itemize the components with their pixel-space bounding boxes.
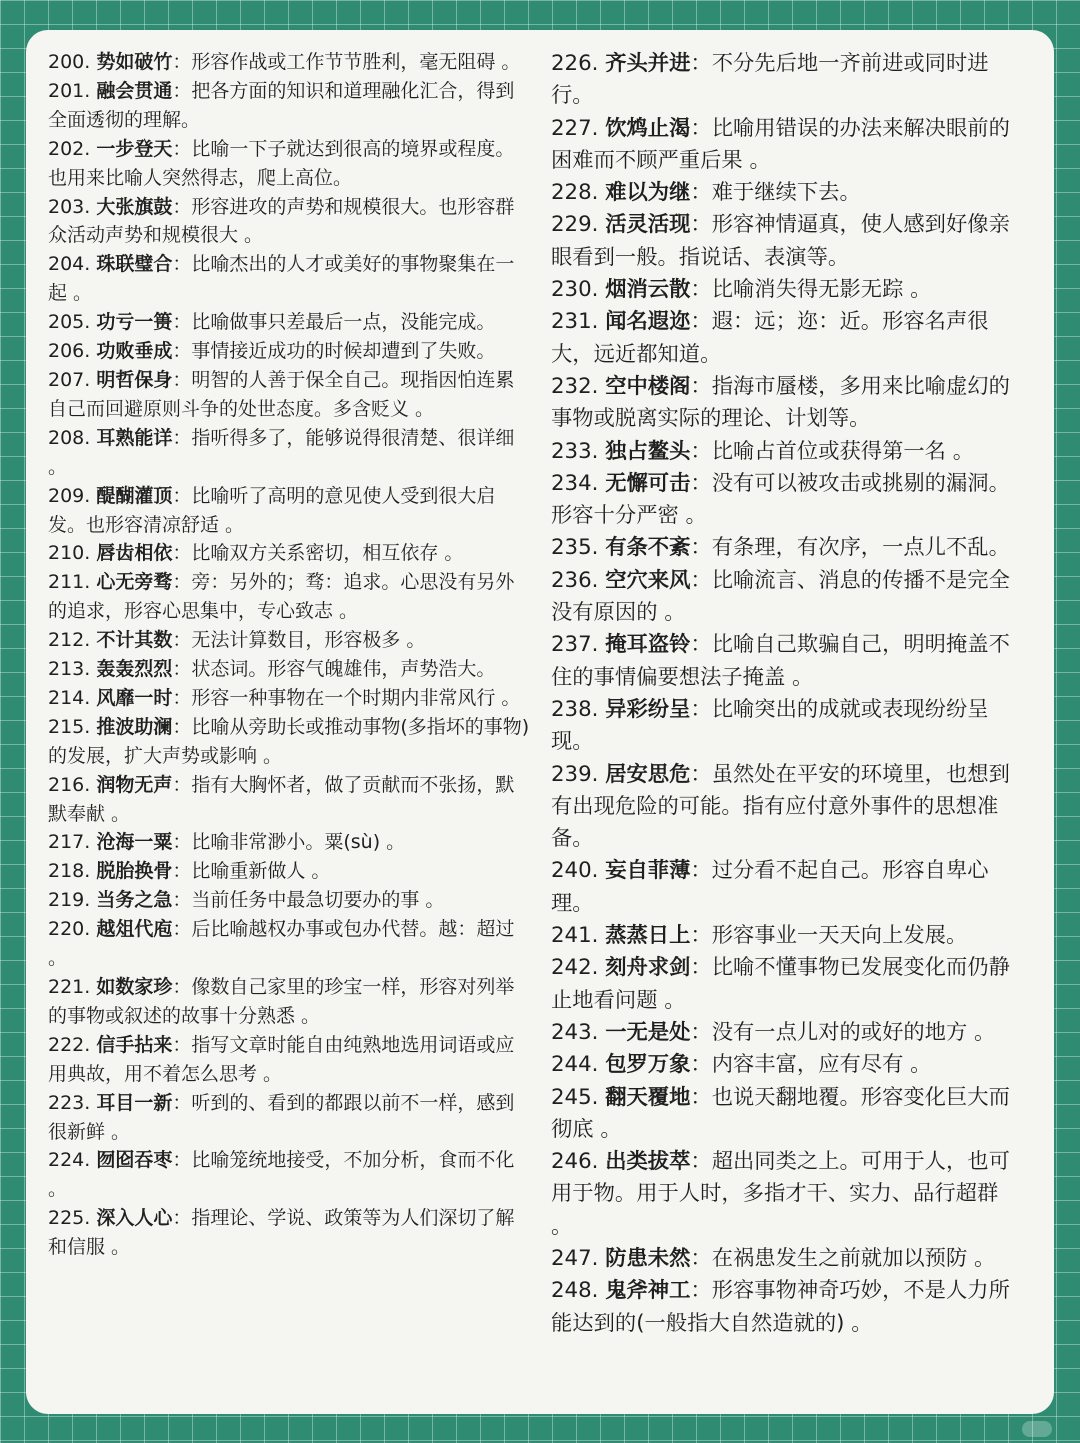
idiom-term: 异彩纷呈 bbox=[605, 696, 691, 722]
idiom-definition: ：比喻听了高明的意见使人受到很大启发。也形容清凉舒适 。 bbox=[48, 484, 496, 536]
idiom-entry bbox=[48, 337, 533, 366]
idiom-definition: ：比喻流言、消息的传播不是完全没有原因的 。 bbox=[551, 567, 1010, 626]
idiom-term: 一无是处 bbox=[605, 1019, 691, 1045]
idiom-term: 蒸蒸日上 bbox=[605, 923, 691, 949]
idiom-term: 融会贯通 bbox=[96, 79, 173, 102]
entry-number: 239. bbox=[551, 761, 599, 787]
entry-number: 221. bbox=[48, 976, 91, 998]
entry-number: 218. bbox=[48, 860, 91, 883]
entry-number: 230. bbox=[551, 277, 599, 303]
entry-number: 237. bbox=[551, 632, 599, 658]
idiom-entry bbox=[48, 366, 533, 424]
idiom-definition: ：形容进攻的声势和规模很大。也形容群众活动声势和规模很大 。 bbox=[48, 195, 515, 247]
idiom-definition: ：比喻从旁助长或推动事物(多指坏的事物)的发展，扩大声势或影响 。 bbox=[48, 715, 530, 767]
idiom-term: 居安思危 bbox=[605, 761, 691, 787]
idiom-definition: ：后比喻越权办事或包办代替。越：超过 。 bbox=[48, 918, 515, 970]
idiom-entry bbox=[551, 532, 1026, 564]
idiom-entry bbox=[48, 424, 533, 482]
idiom-definition: ：比喻非常渺小。粟(sù) 。 bbox=[172, 831, 406, 854]
entry-number: 248. bbox=[551, 1278, 599, 1304]
idiom-definition: ：像数自己家里的珍宝一样，形容对列举的事物或叙述的故事十分熟悉 。 bbox=[48, 976, 515, 1027]
entry-number: 212. bbox=[48, 629, 91, 652]
idiom-entry bbox=[551, 1017, 1026, 1049]
idiom-term: 沧海一粟 bbox=[96, 831, 173, 854]
idiom-term: 鬼斧神工 bbox=[605, 1278, 691, 1304]
idiom-definition: ：指理论、学说、政策等为人们深切了解和信服 。 bbox=[48, 1207, 515, 1259]
entry-number: 214. bbox=[48, 686, 91, 709]
idiom-entry bbox=[48, 1089, 533, 1147]
entry-number: 217. bbox=[48, 831, 91, 854]
idiom-definition: ：比喻突出的成就或表现纷纷呈现。 bbox=[551, 696, 989, 755]
idiom-entry bbox=[48, 713, 533, 771]
idiom-entry bbox=[48, 626, 533, 655]
idiom-entry bbox=[551, 920, 1026, 952]
idiom-term: 势如破竹 bbox=[96, 51, 173, 73]
idiom-term: 大张旗鼓 bbox=[96, 195, 173, 218]
idiom-term: 闻名遐迩 bbox=[605, 309, 691, 335]
idiom-definition: ：形容事物神奇巧妙，不是人力所能达到的(一般指大自然造就的) 。 bbox=[551, 1278, 1010, 1336]
idiom-entry bbox=[551, 468, 1026, 533]
idiom-term: 深入人心 bbox=[96, 1207, 173, 1230]
entry-number: 235. bbox=[551, 535, 599, 561]
idiom-definition: ：形容作战或工作节节胜利，毫无阻碍 。 bbox=[172, 51, 521, 73]
idiom-term: 珠联璧合 bbox=[96, 253, 173, 276]
idiom-definition: ：没有一点儿对的或好的地方 。 bbox=[690, 1019, 996, 1045]
idiom-definition: ：比喻用错误的办法来解决眼前的困难而不顾严重后果 。 bbox=[551, 115, 1010, 173]
idiom-term: 脱胎换骨 bbox=[96, 860, 173, 883]
idiom-term: 信手拈来 bbox=[96, 1033, 173, 1056]
idiom-entry bbox=[551, 1146, 1026, 1243]
idiom-entry bbox=[551, 274, 1026, 306]
idiom-entry bbox=[551, 1275, 1026, 1340]
idiom-term: 轰轰烈烈 bbox=[96, 658, 173, 681]
idiom-definition: ：比喻双方关系密切，相互依存 。 bbox=[172, 542, 464, 565]
entry-number: 229. bbox=[551, 212, 599, 238]
idiom-definition: ：比喻笼统地接受，不加分析，食而不化 。 bbox=[48, 1149, 515, 1201]
idiom-entry bbox=[48, 193, 533, 251]
idiom-term: 妄自菲薄 bbox=[605, 858, 691, 884]
idiom-term: 出类拔萃 bbox=[605, 1149, 691, 1175]
idiom-term: 活灵活现 bbox=[605, 212, 691, 238]
idiom-entry bbox=[551, 1243, 1026, 1275]
idiom-definition: ：听到的、看到的都跟以前不一样，感到很新鲜 。 bbox=[48, 1091, 515, 1143]
idiom-definition: ：指写文章时能自由纯熟地选用词语或应用典故，用不着怎么思考 。 bbox=[48, 1033, 515, 1085]
entry-number: 210. bbox=[48, 542, 91, 565]
idiom-definition: ：形容一种事物在一个时期内非常风行 。 bbox=[172, 686, 521, 709]
entry-number: 232. bbox=[551, 373, 599, 399]
entry-number: 213. bbox=[48, 658, 91, 681]
idiom-entry bbox=[551, 952, 1026, 1017]
idiom-term: 刻舟求剑 bbox=[605, 955, 691, 981]
idiom-entry bbox=[551, 306, 1026, 371]
entry-number: 224. bbox=[48, 1149, 91, 1172]
content-card bbox=[26, 30, 1054, 1414]
idiom-entry bbox=[48, 915, 533, 973]
idiom-term: 难以为继 bbox=[605, 180, 691, 206]
idiom-entry bbox=[551, 48, 1026, 113]
entry-number: 245. bbox=[551, 1084, 599, 1110]
idiom-entry bbox=[551, 1049, 1026, 1081]
idiom-term: 风靡一时 bbox=[96, 686, 173, 709]
entry-number: 244. bbox=[551, 1052, 599, 1078]
entry-number: 240. bbox=[551, 858, 599, 884]
idiom-entry bbox=[48, 48, 533, 77]
idiom-term: 齐头并进 bbox=[605, 51, 691, 76]
idiom-term: 功亏一篑 bbox=[96, 311, 173, 334]
entry-number: 208. bbox=[48, 426, 91, 449]
entry-number: 223. bbox=[48, 1091, 91, 1114]
idiom-term: 无懈可击 bbox=[605, 470, 691, 496]
idiom-term: 掩耳盗铃 bbox=[605, 632, 691, 658]
idiom-term: 翻天覆地 bbox=[605, 1084, 691, 1110]
entry-number: 242. bbox=[551, 955, 599, 981]
entry-number: 238. bbox=[551, 696, 599, 722]
idiom-definition: ：内容丰富，应有尽有 。 bbox=[690, 1052, 932, 1078]
idiom-entry bbox=[48, 771, 533, 829]
left-column bbox=[48, 48, 533, 1262]
idiom-definition: ：旁：另外的；骛：追求。心思没有另外的追求，形容心思集中，专心致志 。 bbox=[48, 571, 515, 623]
idiom-definition: ：形容神情逼真，使人感到好像亲眼看到一般。指说话、表演等。 bbox=[551, 212, 1010, 270]
idiom-definition: ：有条理，有次序，一点儿不乱。 bbox=[690, 535, 1010, 561]
idiom-definition: ：明智的人善于保全自己。现指因怕连累自己而回避原则斗争的处世态度。多含贬义 。 bbox=[48, 368, 515, 420]
idiom-definition: ：难于继续下去。 bbox=[690, 180, 861, 206]
idiom-definition: ：比喻占首位或获得第一名 。 bbox=[690, 438, 975, 464]
entry-number: 236. bbox=[551, 567, 599, 593]
idiom-term: 越俎代庖 bbox=[96, 918, 173, 941]
idiom-term: 防患未然 bbox=[605, 1245, 691, 1271]
entry-number: 227. bbox=[551, 115, 599, 141]
idiom-entry bbox=[48, 684, 533, 713]
entry-number: 203. bbox=[48, 195, 91, 218]
idiom-definition: ：比喻不懂事物已发展变化而仍静止地看问题 。 bbox=[551, 955, 1010, 1013]
idiom-definition: ：比喻杰出的人才或美好的事物聚集在一起 。 bbox=[48, 253, 515, 305]
idiom-term: 耳目一新 bbox=[96, 1091, 173, 1114]
idiom-entry bbox=[551, 209, 1026, 274]
idiom-entry bbox=[48, 1146, 533, 1204]
entry-number: 234. bbox=[551, 470, 599, 496]
idiom-entry bbox=[551, 177, 1026, 209]
idiom-definition: ：形容事业一天天向上发展。 bbox=[690, 923, 968, 949]
idiom-entry bbox=[551, 694, 1026, 759]
idiom-definition: ：比喻重新做人 。 bbox=[172, 860, 331, 883]
idiom-entry bbox=[551, 855, 1026, 920]
entry-number: 216. bbox=[48, 773, 91, 796]
idiom-entry bbox=[48, 655, 533, 684]
idiom-definition: ：状态词。形容气魄雄伟，声势浩大。 bbox=[172, 658, 496, 681]
idiom-entry bbox=[48, 539, 533, 568]
entry-number: 233. bbox=[551, 438, 599, 464]
entry-number: 222. bbox=[48, 1033, 91, 1056]
idiom-term: 明哲保身 bbox=[96, 368, 173, 391]
idiom-definition: ：没有可以被攻击或挑剔的漏洞。形容十分严密 。 bbox=[551, 470, 1010, 529]
idiom-definition: ：指海市蜃楼，多用来比喻虚幻的事物或脱离实际的理论、计划等。 bbox=[551, 373, 1010, 432]
entry-number: 207. bbox=[48, 368, 91, 391]
idiom-entry bbox=[551, 113, 1026, 178]
idiom-entry bbox=[48, 308, 533, 337]
idiom-entry bbox=[48, 568, 533, 626]
idiom-entry bbox=[551, 1082, 1026, 1147]
idiom-definition: ：在祸患发生之前就加以预防 。 bbox=[690, 1245, 996, 1271]
idiom-entry bbox=[48, 1204, 533, 1262]
idiom-definition: ：比喻消失得无影无踪 。 bbox=[690, 277, 932, 303]
idiom-term: 如数家珍 bbox=[96, 976, 173, 998]
entry-number: 225. bbox=[48, 1207, 91, 1230]
idiom-definition: ：指听得多了，能够说得很清楚、很详细 。 bbox=[48, 426, 515, 478]
idiom-definition: ：事情接近成功的时候却遭到了失败。 bbox=[172, 340, 496, 363]
entry-number: 204. bbox=[48, 253, 91, 276]
idiom-term: 一步登天 bbox=[96, 137, 173, 160]
entry-number: 200. bbox=[48, 51, 91, 73]
idiom-term: 空中楼阁 bbox=[605, 373, 691, 399]
entry-number: 220. bbox=[48, 918, 91, 941]
idiom-definition: ：比喻一下子就达到很高的境界或程度。也用来比喻人突然得志，爬上高位。 bbox=[48, 137, 515, 189]
entry-number: 231. bbox=[551, 309, 599, 335]
entry-number: 201. bbox=[48, 79, 91, 102]
idiom-term: 饮鸩止渴 bbox=[605, 115, 691, 141]
idiom-term: 囫囵吞枣 bbox=[96, 1149, 173, 1172]
entry-number: 205. bbox=[48, 311, 91, 334]
idiom-term: 当务之急 bbox=[96, 889, 173, 912]
idiom-term: 有条不紊 bbox=[605, 535, 691, 561]
idiom-definition: ：遐：远；迩：近。形容名声很大，远近都知道。 bbox=[551, 309, 989, 367]
idiom-term: 空穴来风 bbox=[605, 567, 691, 593]
corner-badge bbox=[1022, 1421, 1052, 1437]
idiom-entry bbox=[48, 973, 533, 1031]
idiom-term: 独占鳌头 bbox=[605, 438, 691, 464]
idiom-entry bbox=[48, 886, 533, 915]
idiom-term: 醍醐灌顶 bbox=[96, 484, 173, 507]
entry-number: 211. bbox=[48, 571, 91, 594]
entry-number: 206. bbox=[48, 340, 91, 363]
idiom-entry bbox=[48, 250, 533, 308]
idiom-term: 心无旁骛 bbox=[96, 571, 173, 594]
idiom-definition: ：当前任务中最急切要办的事 。 bbox=[172, 889, 445, 912]
idiom-definition: ：虽然处在平安的环境里，也想到有出现危险的可能。指有应付意外事件的思想准备。 bbox=[551, 761, 1010, 852]
entry-number: 246. bbox=[551, 1149, 599, 1175]
entry-number: 219. bbox=[48, 889, 91, 912]
idiom-term: 润物无声 bbox=[96, 773, 173, 796]
idiom-entry bbox=[48, 1031, 533, 1089]
idiom-definition: ：不分先后地一齐前进或同时进行。 bbox=[551, 51, 989, 109]
entry-number: 228. bbox=[551, 180, 599, 206]
idiom-term: 功败垂成 bbox=[96, 340, 173, 363]
idiom-definition: ：过分看不起自己。形容自卑心理。 bbox=[551, 858, 989, 916]
idiom-entry bbox=[551, 436, 1026, 468]
idiom-term: 烟消云散 bbox=[605, 277, 691, 303]
idiom-entry bbox=[48, 77, 533, 135]
entry-number: 202. bbox=[48, 137, 91, 160]
idiom-definition: ：无法计算数目，形容极多 。 bbox=[172, 629, 426, 652]
idiom-term: 唇齿相依 bbox=[96, 542, 173, 565]
right-column bbox=[551, 48, 1026, 1340]
idiom-term: 不计其数 bbox=[96, 629, 173, 652]
entry-number: 215. bbox=[48, 715, 91, 738]
idiom-entry bbox=[48, 857, 533, 886]
idiom-definition: ：超出同类之上。可用于人，也可用于物。用于人时，多指才干、实力、品行超群 。 bbox=[551, 1149, 1010, 1239]
idiom-entry bbox=[551, 759, 1026, 856]
idiom-entry bbox=[551, 629, 1026, 694]
idiom-entry bbox=[48, 828, 533, 857]
idiom-definition: ：把各方面的知识和道理融化汇合，得到全面透彻的理解。 bbox=[48, 79, 515, 131]
idiom-entry bbox=[551, 565, 1026, 630]
idiom-definition: ：比喻自己欺骗自己，明明掩盖不住的事情偏要想法子掩盖 。 bbox=[551, 632, 1010, 690]
entry-number: 241. bbox=[551, 923, 599, 949]
entry-number: 226. bbox=[551, 51, 599, 76]
idiom-definition: ：比喻做事只差最后一点，没能完成。 bbox=[172, 311, 496, 334]
idiom-term: 推波助澜 bbox=[96, 715, 173, 738]
idiom-definition: ：指有大胸怀者，做了贡献而不张扬，默默奉献 。 bbox=[48, 773, 515, 825]
entry-number: 247. bbox=[551, 1245, 599, 1271]
idiom-entry bbox=[48, 135, 533, 193]
idiom-term: 包罗万象 bbox=[605, 1052, 691, 1078]
entry-number: 209. bbox=[48, 484, 91, 507]
idiom-entry bbox=[551, 371, 1026, 436]
idiom-definition: ：也说天翻地覆。形容变化巨大而彻底 。 bbox=[551, 1084, 1010, 1142]
idiom-entry bbox=[48, 482, 533, 540]
entry-number: 243. bbox=[551, 1019, 599, 1045]
idiom-term: 耳熟能详 bbox=[96, 426, 173, 449]
